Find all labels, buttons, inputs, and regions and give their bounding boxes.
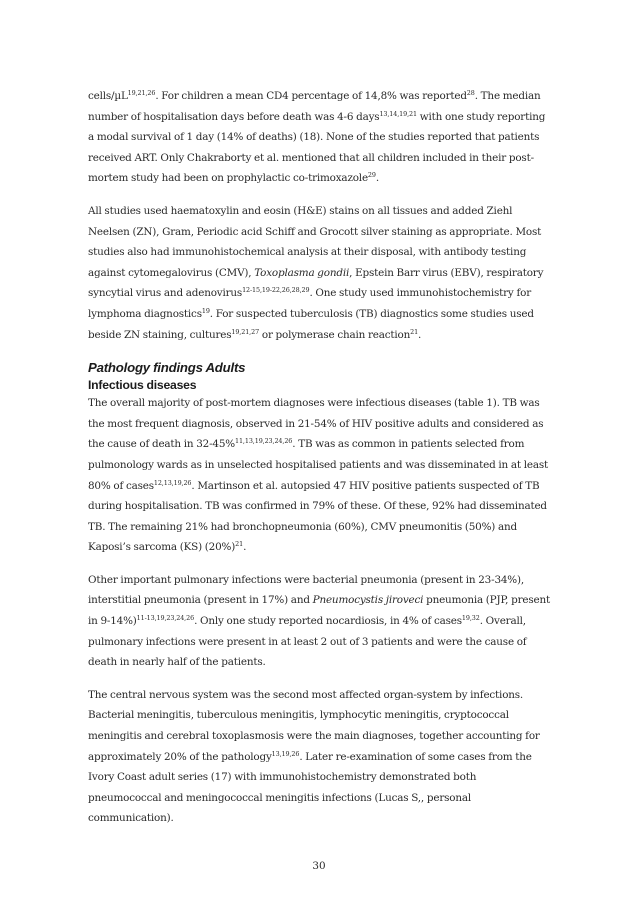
text-run: . <box>375 172 379 185</box>
text-run: cells/µL <box>88 90 128 102</box>
text-run: . Martinson et al. autopsied 47 HIV positive patients suspected of TB during hospitalisation. TB was confirmed in 79% of these. Of these, 92% had disseminated TB. The remaining 21% had bronchopneumonia (60%), CMV pneumonitis (50%) and Kaposi’s sarcoma (KS) (20%) <box>88 479 547 554</box>
text-run: . Overall, pulmonary infections were present in at least 2 out of 3 patients and were the cause of death in nearly half of the patients. <box>88 615 527 669</box>
paragraph-staining-methods <box>88 201 550 345</box>
text-run: . The median number of hospitalisation days before death was 4-6 days <box>88 90 541 123</box>
text-run: . TB was as common in patients selected from pulmonology wards as in unselected hospitalised patients and was disseminated in at least 80% of cases <box>88 438 548 492</box>
reference-superscript: 13,14,19,21 <box>379 109 417 118</box>
text-run: , Epstein Barr virus (EBV), respiratory syncytial virus and adenovirus <box>88 266 544 300</box>
reference-superscript: 12-15,19-22,26,28,29 <box>242 286 310 295</box>
text-run: . Only one study reported nocardiosis, in 4% of cases <box>194 615 462 628</box>
reference-superscript: 19,21,26 <box>127 89 156 97</box>
body-text <box>88 86 550 841</box>
reference-superscript: 11-13,19,23,24,26 <box>136 614 195 623</box>
reference-superscript: 29 <box>367 171 376 180</box>
subsection-heading: Infectious diseases <box>88 378 197 393</box>
reference-superscript: 12,13,19,26 <box>153 478 192 487</box>
text-run: The overall majority of post-mortem diagnoses were infectious diseases (table 1). TB was the most frequent diagnosis, observed in 21-54% of HIV positive adults and considered as the cause of death in 32-45% <box>88 397 544 451</box>
reference-superscript: 21 <box>410 327 419 336</box>
text-run: or polymerase chain reaction <box>259 328 411 341</box>
text-run: Other important pulmonary infections were bacterial pneumonia (present in 23-34%), interstitial pneumonia (present in 17%) and <box>88 573 524 607</box>
reference-superscript: 28 <box>466 89 475 97</box>
text-run: The central nervous system was the second most affected organ-system by infections. Bacterial meningitis, tuberculous meningitis, lymphocytic meningitis, cryptococcal meningitis and cerebral toxoplasmosis were the main diagnoses, together accounting for approximately 20% of the pathology <box>88 688 540 763</box>
text-run: . <box>243 541 247 554</box>
paragraph-tb-findings <box>88 393 550 558</box>
paragraph-cns-infections <box>88 685 550 829</box>
italic-species-name: Toxoplasma gondii <box>254 266 350 279</box>
paragraph-cd4-hospitalisation <box>88 86 550 189</box>
text-run: . For suspected tuberculosis (TB) diagnostics some studies used beside ZN staining, cultures <box>88 307 534 341</box>
text-run: pneumonia (PJP, present in 9-14%) <box>88 594 550 628</box>
text-run: . For children a mean CD4 percentage of 14,8% was reported <box>155 90 467 102</box>
paragraph-pulmonary-infections <box>88 570 550 673</box>
reference-superscript: 13,19,26 <box>271 749 300 758</box>
reference-superscript: 21 <box>235 540 244 549</box>
text-run: . Later re-examination of some cases from the Ivory Coast adult series (17) with immunohistochemistry demonstrated both pneumococcal and meningococcal meningitis infections (Lucas S,, personal communication). <box>88 750 532 825</box>
italic-species-name: Pneumocystis jiroveci <box>312 594 424 607</box>
reference-superscript: 19 <box>201 306 210 315</box>
text-run: with one study reporting a modal survival of 1 day (14% of deaths) (18). None of the studies reported that patients received ART. Only Chakraborty et al. mentioned that all children included in their post-mortem study had been on prophylactic co-trimoxazole <box>88 110 546 185</box>
section-heading: Pathology findings Adults <box>88 360 246 376</box>
reference-superscript: 11,13,19,23,24,26 <box>235 437 293 446</box>
page-number: 30 <box>312 860 326 872</box>
reference-superscript: 19,21,27 <box>231 327 260 336</box>
text-run: . <box>418 328 422 341</box>
text-run: All studies used haematoxylin and eosin (H&E) stains on all tissues and added Ziehl Neelsen (ZN), Gram, Periodic acid Schiff and Grocott silver staining as appropriate. Most studies also had immunohistochemical analysis at their disposal, with antibody testing against cytomegalovirus (CMV), <box>88 204 542 279</box>
text-run: . One study used immunohistochemistry for lymphoma diagnostics <box>88 287 531 320</box>
reference-superscript: 19,32 <box>461 614 480 623</box>
